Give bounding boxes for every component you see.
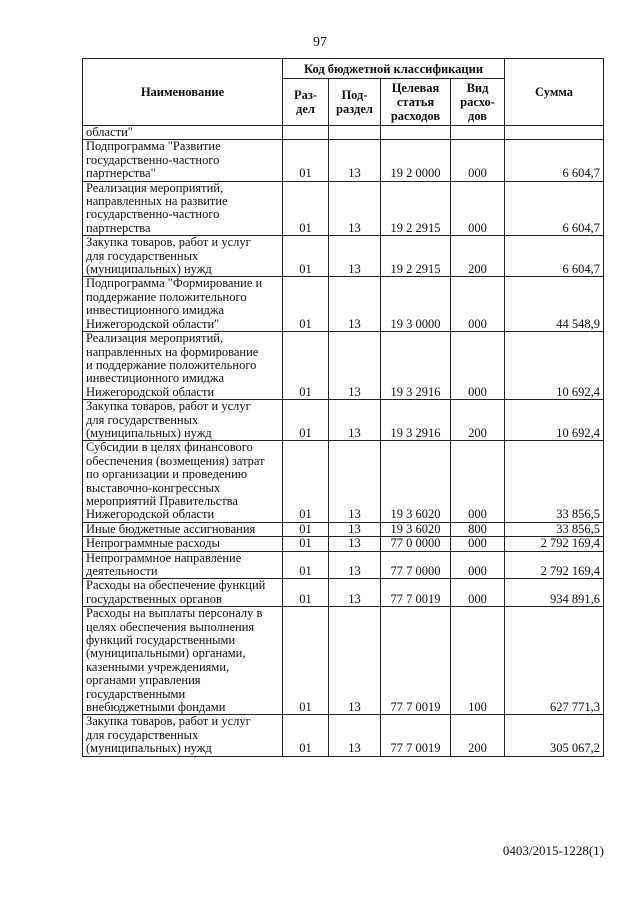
row-celevaya: 19 2 2915 bbox=[381, 181, 451, 236]
header-name: Наименование bbox=[83, 59, 283, 126]
row-name: Реализация мероприятий, направленных на развитие государственно-частного партнерства bbox=[83, 181, 283, 236]
header-podrazdel: Под- раздел bbox=[329, 79, 381, 126]
table-row bbox=[83, 181, 604, 236]
row-podrazdel: 13 bbox=[329, 551, 381, 579]
row-name: Закупка товаров, работ и услуг для государственных (муниципальных) нужд bbox=[83, 236, 283, 277]
row-podrazdel: 13 bbox=[329, 579, 381, 607]
row-sum: 33 856,5 bbox=[505, 522, 604, 536]
row-celevaya: 77 0 0000 bbox=[381, 537, 451, 551]
row-podrazdel: 13 bbox=[329, 715, 381, 756]
row-podrazdel bbox=[329, 126, 381, 140]
row-celevaya: 19 2 2915 bbox=[381, 236, 451, 277]
row-vid: 000 bbox=[451, 181, 505, 236]
row-name: Закупка товаров, работ и услуг для государственных (муниципальных) нужд bbox=[83, 400, 283, 441]
row-sum: 10 692,4 bbox=[505, 332, 604, 400]
row-vid: 200 bbox=[451, 236, 505, 277]
header-vid: Вид расхо- дов bbox=[451, 79, 505, 126]
row-vid: 000 bbox=[451, 277, 505, 332]
table-row bbox=[83, 126, 604, 140]
row-celevaya: 19 3 0000 bbox=[381, 277, 451, 332]
row-name: Непрограммные расходы bbox=[83, 537, 283, 551]
row-razdel: 01 bbox=[283, 181, 329, 236]
row-sum: 33 856,5 bbox=[505, 441, 604, 522]
row-vid: 100 bbox=[451, 607, 505, 715]
table-row bbox=[83, 537, 604, 551]
row-vid: 200 bbox=[451, 715, 505, 756]
table-row bbox=[83, 579, 604, 607]
row-vid: 800 bbox=[451, 522, 505, 536]
row-vid: 000 bbox=[451, 140, 505, 181]
row-podrazdel: 13 bbox=[329, 236, 381, 277]
row-podrazdel: 13 bbox=[329, 441, 381, 522]
row-celevaya: 19 3 6020 bbox=[381, 441, 451, 522]
header-razdel: Раз- дел bbox=[283, 79, 329, 126]
row-celevaya: 19 3 6020 bbox=[381, 522, 451, 536]
row-sum: 6 604,7 bbox=[505, 236, 604, 277]
row-celevaya: 77 7 0019 bbox=[381, 715, 451, 756]
row-sum: 2 792 169,4 bbox=[505, 551, 604, 579]
row-razdel: 01 bbox=[283, 607, 329, 715]
row-podrazdel: 13 bbox=[329, 400, 381, 441]
row-vid bbox=[451, 126, 505, 140]
row-vid: 000 bbox=[451, 551, 505, 579]
header-classification: Код бюджетной классификации bbox=[283, 59, 505, 79]
row-razdel bbox=[283, 126, 329, 140]
row-razdel: 01 bbox=[283, 236, 329, 277]
row-sum bbox=[505, 126, 604, 140]
table-row bbox=[83, 332, 604, 400]
row-celevaya: 19 3 2916 bbox=[381, 400, 451, 441]
row-podrazdel: 13 bbox=[329, 181, 381, 236]
row-name: Подпрограмма "Развитие государственно-частного партнерства" bbox=[83, 140, 283, 181]
table-row bbox=[83, 551, 604, 579]
table-row bbox=[83, 522, 604, 536]
row-razdel: 01 bbox=[283, 277, 329, 332]
document-code: 0403/2015-1228(1) bbox=[502, 843, 604, 858]
table-row bbox=[83, 236, 604, 277]
row-razdel: 01 bbox=[283, 332, 329, 400]
budget-table bbox=[82, 58, 604, 757]
row-sum: 6 604,7 bbox=[505, 140, 604, 181]
row-vid: 000 bbox=[451, 332, 505, 400]
row-name: области" bbox=[83, 126, 283, 140]
row-sum: 10 692,4 bbox=[505, 400, 604, 441]
row-sum: 2 792 169,4 bbox=[505, 537, 604, 551]
row-podrazdel: 13 bbox=[329, 537, 381, 551]
row-name: Реализация мероприятий, направленных на формирование и поддержание положительного инвестиционного имиджа Нижегородской области bbox=[83, 332, 283, 400]
row-sum: 305 067,2 bbox=[505, 715, 604, 756]
row-razdel: 01 bbox=[283, 579, 329, 607]
row-name: Непрограммное направление деятельности bbox=[83, 551, 283, 579]
row-razdel: 01 bbox=[283, 537, 329, 551]
row-vid: 000 bbox=[451, 441, 505, 522]
row-celevaya: 19 3 2916 bbox=[381, 332, 451, 400]
row-celevaya: 77 7 0000 bbox=[381, 551, 451, 579]
row-name: Расходы на обеспечение функций государственных органов bbox=[83, 579, 283, 607]
row-vid: 000 bbox=[451, 537, 505, 551]
table-row bbox=[83, 715, 604, 756]
row-celevaya: 77 7 0019 bbox=[381, 579, 451, 607]
header-celevaya: Целевая статья расходов bbox=[381, 79, 451, 126]
row-name: Подпрограмма "Формирование и поддержание положительного инвестиционного имиджа Нижегородской области" bbox=[83, 277, 283, 332]
row-razdel: 01 bbox=[283, 715, 329, 756]
row-vid: 200 bbox=[451, 400, 505, 441]
table-body bbox=[83, 126, 604, 757]
row-name: Иные бюджетные ассигнования bbox=[83, 522, 283, 536]
row-razdel: 01 bbox=[283, 522, 329, 536]
table-row bbox=[83, 277, 604, 332]
table-row bbox=[83, 441, 604, 522]
row-podrazdel: 13 bbox=[329, 277, 381, 332]
row-sum: 6 604,7 bbox=[505, 181, 604, 236]
row-razdel: 01 bbox=[283, 441, 329, 522]
row-celevaya bbox=[381, 126, 451, 140]
row-razdel: 01 bbox=[283, 400, 329, 441]
row-sum: 627 771,3 bbox=[505, 607, 604, 715]
table-row bbox=[83, 607, 604, 715]
row-vid: 000 bbox=[451, 579, 505, 607]
row-podrazdel: 13 bbox=[329, 140, 381, 181]
row-podrazdel: 13 bbox=[329, 332, 381, 400]
header-sum: Сумма bbox=[505, 59, 604, 126]
page-number: 97 bbox=[313, 35, 327, 50]
row-razdel: 01 bbox=[283, 140, 329, 181]
row-razdel: 01 bbox=[283, 551, 329, 579]
row-name: Расходы на выплаты персоналу в целях обеспечения выполнения функций государственными (муниципальными) органами, казенными учреждениями, органами управления государственными внебюджетными фондами bbox=[83, 607, 283, 715]
row-sum: 44 548,9 bbox=[505, 277, 604, 332]
table-row bbox=[83, 400, 604, 441]
row-name: Закупка товаров, работ и услуг для государственных (муниципальных) нужд bbox=[83, 715, 283, 756]
row-celevaya: 19 2 0000 bbox=[381, 140, 451, 181]
row-sum: 934 891,6 bbox=[505, 579, 604, 607]
table-row bbox=[83, 140, 604, 181]
row-podrazdel: 13 bbox=[329, 522, 381, 536]
row-podrazdel: 13 bbox=[329, 607, 381, 715]
row-name: Субсидии в целях финансового обеспечения (возмещения) затрат по организации и проведению выставочно-конгрессных мероприятий Правительства Нижегородской области bbox=[83, 441, 283, 522]
row-celevaya: 77 7 0019 bbox=[381, 607, 451, 715]
